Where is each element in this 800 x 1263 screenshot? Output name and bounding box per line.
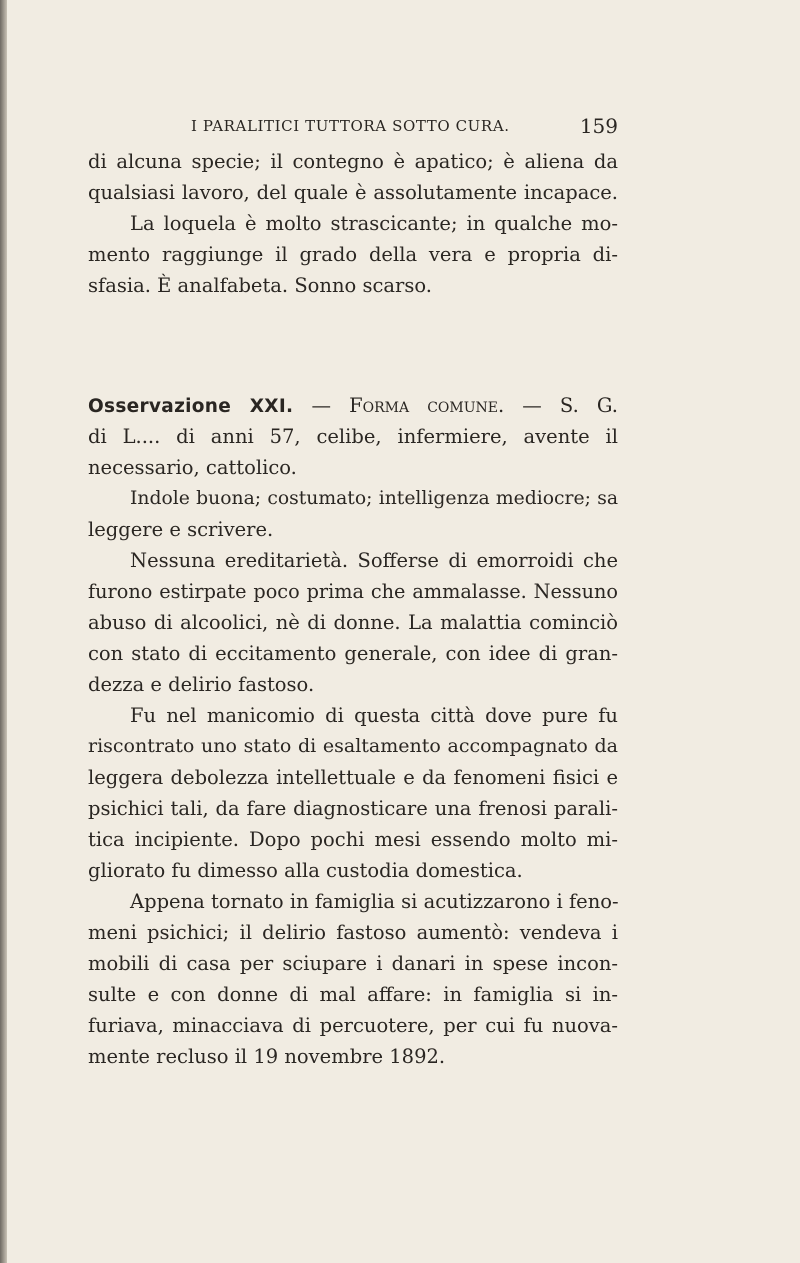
heading-dash: —: [293, 394, 350, 417]
text-line: furono estirpate poco prima che ammalasse. Nessuno: [88, 580, 618, 603]
observation-title: Osservazione XXI.: [88, 396, 294, 417]
running-title: I PARALITICI TUTTORA SOTTO CURA.: [191, 117, 510, 135]
top-paragraph: [88, 146, 618, 301]
text-line: La loquela è molto strascicante; in qualche mo-: [130, 212, 618, 235]
text-line: meni psichici; il delirio fastoso aumentò: vendeva i: [88, 921, 618, 944]
paragraph-asylum: [88, 700, 618, 886]
text-line: Fu nel manicomio di questa città dove pure fu: [130, 704, 618, 727]
running-header: [88, 114, 618, 138]
text-line: necessario, cattolico.: [88, 456, 297, 479]
text-line: Nessuna ereditarietà. Sofferse di emorroidi che: [130, 549, 618, 572]
text-line: mento raggiunge il grado della vera e propria di-: [88, 243, 618, 266]
patient-initials: S. G.: [559, 394, 618, 417]
paragraph-relapse: [88, 886, 618, 1072]
text-line: gliorato fu dimesso alla custodia domestica.: [88, 859, 523, 882]
heading-dash: —: [504, 394, 560, 417]
text-line: mobili di casa per sciupare i danari in spese incon-: [88, 952, 618, 975]
paragraph-character: [88, 483, 618, 545]
observation-heading-line: [88, 390, 618, 421]
text-line: sulte e con donne di mal affare: in famiglia si in-: [88, 983, 618, 1006]
paragraph-history: [88, 545, 618, 700]
text-line: con stato di eccitamento generale, con idee di gran-: [88, 642, 618, 665]
text-line: di L.... di anni 57, celibe, infermiere, avente il: [88, 425, 618, 448]
text-line: di alcuna specie; il contegno è apatico; è aliena da: [88, 150, 618, 173]
text-line: Appena tornato in famiglia si acutizzarono i feno-: [130, 890, 619, 913]
text-line: furiava, minacciava di percuotere, per cui fu nuova-: [88, 1014, 618, 1037]
text-line: psichici tali, da fare diagnosticare una frenosi parali-: [88, 797, 618, 820]
text-line: leggera debolezza intellettuale e da fenomeni fisici e: [88, 766, 618, 789]
text-line: dezza e delirio fastoso.: [88, 673, 315, 696]
text-line: leggere e scrivere.: [88, 518, 274, 541]
text-line: qualsiasi lavoro, del quale è assolutamente incapace.: [88, 181, 618, 204]
page-number: 159: [579, 114, 618, 138]
text-line: Indole buona; costumato; intelligenza mediocre; sa: [130, 488, 618, 509]
text-line: tica incipiente. Dopo pochi mesi essendo molto mi-: [88, 828, 618, 851]
observation-intro: [88, 390, 618, 483]
text-line: riscontrato uno stato di esaltamento accompagnato da: [88, 735, 618, 757]
text-line: sfasia. È analfabeta. Sonno scarso.: [88, 274, 432, 297]
text-line: mente recluso il 19 novembre 1892.: [88, 1045, 446, 1068]
text-line: abuso di alcoolici, nè di donne. La malattia cominciò: [88, 611, 618, 634]
page-edge-shadow: [0, 0, 7, 1263]
observation-form: Forma comune.: [349, 394, 505, 417]
